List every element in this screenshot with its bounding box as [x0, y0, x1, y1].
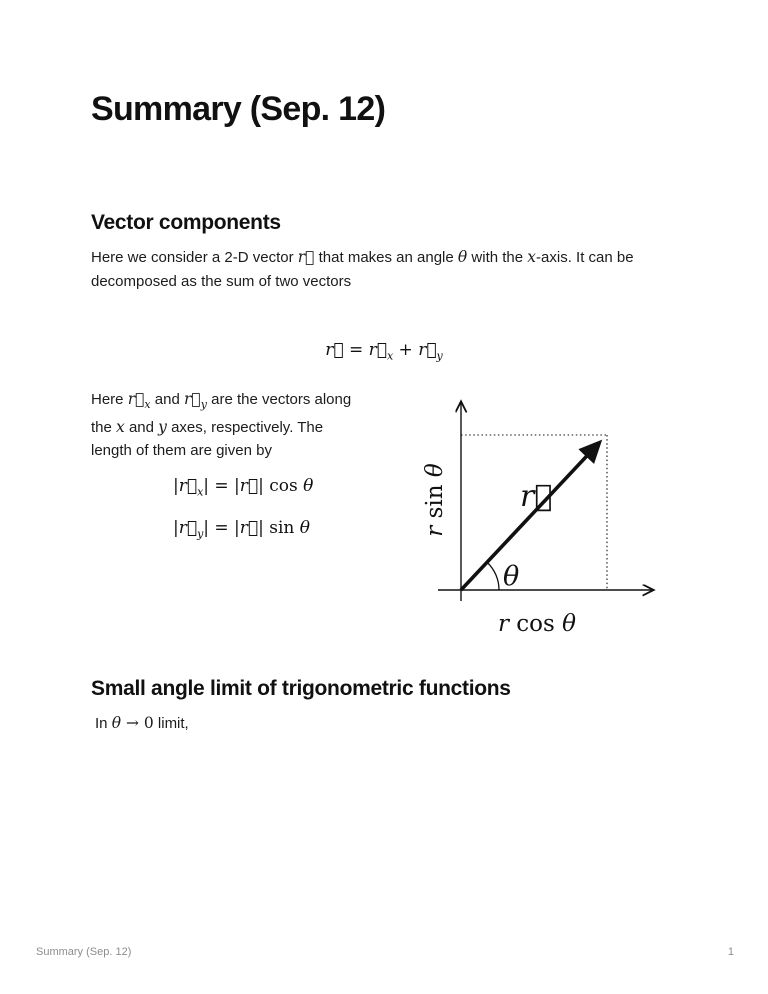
text-run: Here we consider a 2-D vector	[91, 249, 298, 266]
text-run: -axis. It can be decomposed as the sum of two vectors	[91, 249, 634, 290]
math-subscript-x: x	[386, 349, 394, 363]
math-inline-y: y	[158, 418, 167, 436]
math-subscript-x: x	[144, 398, 151, 411]
paragraph-small-angle	[95, 711, 189, 736]
math-bar: |	[173, 476, 179, 496]
vector-r-arrow	[461, 443, 599, 590]
math-rx-vector: r⃗	[178, 476, 198, 496]
math-rx-vector: r⃗	[368, 340, 387, 360]
math-ry-vector: r⃗	[418, 340, 437, 360]
math-inline-rx: r⃗	[127, 390, 145, 408]
math-r-vector: r⃗	[239, 476, 259, 496]
footer-document-title: Summary (Sep. 12)	[36, 946, 132, 958]
paragraph-components	[91, 388, 361, 462]
equation-rx-magnitude	[173, 476, 313, 498]
vector-diagram	[420, 388, 672, 650]
math-bar: |	[173, 518, 179, 538]
x-axis-label-r-cos-theta: r cos θ	[497, 611, 577, 637]
math-r-vector: r⃗	[239, 518, 259, 538]
section-heading-vector-components: Vector components	[91, 211, 281, 234]
footer-page-number: 1	[727, 946, 734, 958]
math-subscript-y: y	[436, 349, 443, 363]
math-r-vector: r⃗	[325, 340, 344, 360]
text-run: Here	[91, 391, 128, 408]
text-run: are the vectors along the	[91, 391, 352, 436]
text-run: limit,	[153, 715, 189, 732]
paragraph-vector-intro	[91, 245, 675, 294]
section-heading-small-angle: Small angle limit of trigonometric functions	[91, 677, 511, 700]
math-theta: θ	[294, 518, 311, 538]
math-equals: | = |	[203, 518, 240, 538]
text-run: and	[150, 391, 184, 408]
math-sin: sin	[269, 518, 295, 538]
vector-diagram-svg	[420, 388, 672, 650]
math-inline-ry: r⃗	[184, 390, 201, 408]
text-run: with the	[467, 249, 528, 266]
equation-ry-magnitude	[173, 518, 310, 540]
math-plus: +	[393, 340, 419, 360]
math-equals: | = |	[203, 476, 240, 496]
equation-vector-sum	[0, 340, 768, 362]
math-inline-theta: θ	[457, 248, 468, 266]
vector-label: r⃗	[520, 479, 553, 514]
y-axis-label-r-sin-theta: r sin θ	[422, 463, 448, 537]
math-inline-theta: θ	[111, 714, 122, 732]
math-bar: |	[258, 518, 270, 538]
page-title: Summary (Sep. 12)	[91, 90, 386, 128]
angle-arc	[487, 562, 499, 590]
math-subscript-x: x	[197, 485, 204, 499]
math-inline-r-vector: r⃗	[297, 248, 315, 266]
math-cos: cos	[269, 476, 298, 496]
math-theta: θ	[297, 476, 314, 496]
angle-label: θ	[503, 561, 520, 592]
text-run: In	[95, 715, 112, 732]
math-subscript-y: y	[200, 398, 207, 411]
math-bar: |	[258, 476, 270, 496]
math-ry-vector: r⃗	[178, 518, 198, 538]
math-arrow-zero: → 0	[121, 714, 154, 732]
text-run: axes, respectively. The length of them are given by	[91, 419, 324, 459]
math-inline-x: x	[116, 418, 125, 436]
text-run: that makes an angle	[314, 249, 458, 266]
math-inline-x: x	[527, 248, 537, 266]
text-run: and	[124, 419, 159, 436]
math-subscript-y: y	[197, 527, 204, 541]
math-equals: =	[343, 340, 369, 360]
